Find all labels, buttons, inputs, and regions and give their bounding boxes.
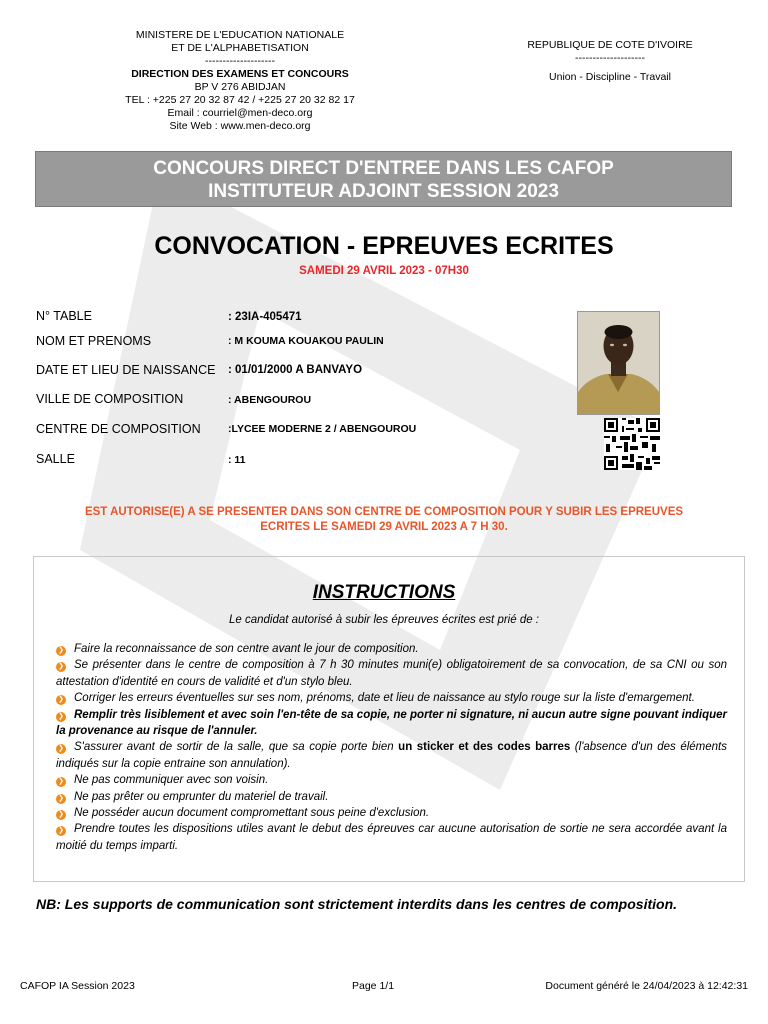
city-value: : ABENGOUROU: [228, 394, 312, 406]
footer-left: CAFOP IA Session 2023: [20, 980, 135, 992]
list-item: ❯ Corriger les erreurs éventuelles sur ses nom, prénoms, date et lieu de naissance au stylo rouge sur la liste d'emargement.: [56, 690, 727, 706]
candidate-photo: [577, 311, 660, 415]
list-item: ❯ Remplir très lisiblement et avec soin l'en-tête de sa copie, ne porter ni signature, ni aucun autre signe pouvant indiquer la provenance au risque de l'annuler.: [56, 708, 727, 738]
chevron-bullet-icon: ❯: [56, 744, 66, 754]
chevron-bullet-icon: ❯: [56, 662, 66, 672]
list-item: ❯ S'assurer avant de sortir de la salle, que sa copie porte bien un sticker et des codes barres (l'absence d'un des éléments indiqués sur la copie entraine son annulation).: [56, 741, 727, 770]
name-label: NOM ET PRENOMS: [36, 334, 152, 348]
birth-value: : 01/01/2000 A BANVAYO: [228, 364, 363, 376]
ministry-header: [60, 29, 420, 133]
footer-generated: Document généré le 24/04/2023 à 12:42:31: [545, 980, 748, 992]
header-right-separator: --------------------: [575, 52, 645, 64]
birth-label: DATE ET LIEU DE NAISSANCE: [36, 363, 216, 377]
authorization-line1: EST AUTORISE(E) A SE PRESENTER DANS SON CENTRE DE COMPOSITION POUR Y SUBIR LES EPREUVES: [84, 506, 684, 518]
chevron-bullet-icon: ❯: [56, 826, 66, 836]
chevron-bullet-icon: ❯: [56, 777, 66, 787]
country-motto: Union - Discipline - Travail: [549, 71, 671, 83]
country-name: REPUBLIQUE DE COTE D'IVOIRE: [527, 39, 693, 51]
room-value: : 11: [228, 454, 246, 466]
table-number-value: : 23IA-405471: [228, 311, 302, 323]
room-label: SALLE: [36, 452, 75, 466]
chevron-bullet-icon: ❯: [56, 712, 66, 722]
qr-code: [604, 418, 660, 470]
country-header: [500, 39, 720, 84]
footer-page: Page 1/1: [352, 980, 395, 992]
city-label: VILLE DE COMPOSITION: [36, 392, 184, 406]
header-separator: --------------------: [205, 55, 275, 67]
ministry-line2: ET DE L'ALPHABETISATION: [171, 42, 309, 54]
list-item: ❯ Faire la reconnaissance de son centre avant le jour de composition.: [56, 641, 727, 657]
center-label: CENTRE DE COMPOSITION: [36, 422, 201, 436]
exam-banner: [35, 151, 732, 207]
direction-name: DIRECTION DES EXAMENS ET CONCOURS: [131, 68, 349, 80]
list-item: ❯ Ne pas communiquer avec son voisin.: [56, 772, 727, 788]
address: BP V 276 ABIDJAN: [194, 81, 286, 93]
ministry-line1: MINISTERE DE L'EDUCATION NATIONALE: [135, 29, 345, 41]
email: Email : courriel@men-deco.org: [167, 107, 313, 119]
list-item: ❯ Se présenter dans le centre de composition à 7 h 30 minutes muni(e) obligatoirement de sa convocation, de sa CNI ou son attestation d'identité en cours de validité et d'un stylo bleu.: [56, 659, 727, 688]
website: Site Web : www.men-deco.org: [169, 120, 311, 132]
chevron-bullet-icon: ❯: [56, 810, 66, 820]
phone: TEL : +225 27 20 32 87 42 / +225 27 20 32 82 17: [125, 94, 355, 106]
authorization-line2: ECRITES LE SAMEDI 29 AVRIL 2023 A 7 H 30.: [260, 521, 508, 533]
convocation-title: CONVOCATION - EPREUVES ECRITES: [154, 232, 614, 260]
center-value: :LYCEE MODERNE 2 / ABENGOUROU: [228, 423, 417, 435]
list-item: ❯ Ne pas prêter ou emprunter du materiel de travail.: [56, 789, 727, 805]
chevron-bullet-icon: ❯: [56, 695, 66, 705]
banner-line1: CONCOURS DIRECT D'ENTREE DANS LES CAFOP: [153, 158, 614, 179]
banner-line2: INSTITUTEUR ADJOINT SESSION 2023: [208, 181, 559, 202]
name-value: : M KOUMA KOUAKOU PAULIN: [228, 335, 384, 347]
nb-notice: NB: Les supports de communication sont strictement interdits dans les centres de composition.: [36, 896, 678, 912]
list-item: ❯ Ne posséder aucun document compromettant sous peine d'exclusion.: [56, 805, 727, 821]
instructions-list: [56, 641, 727, 854]
list-item: ❯ Prendre toutes les dispositions utiles avant le debut des épreuves car aucune autorisation de sortie ne sera accordée avant la moitié du temps imparti.: [56, 823, 727, 852]
authorization-statement: [40, 505, 728, 535]
instructions-title: INSTRUCTIONS: [312, 582, 456, 603]
table-number-label: N° TABLE: [36, 309, 92, 323]
instructions-intro: Le candidat autorisé à subir les épreuves écrites est prié de :: [228, 614, 540, 626]
chevron-bullet-icon: ❯: [56, 794, 66, 804]
chevron-bullet-icon: ❯: [56, 646, 66, 656]
convocation-date: SAMEDI 29 AVRIL 2023 - 07H30: [299, 265, 469, 277]
